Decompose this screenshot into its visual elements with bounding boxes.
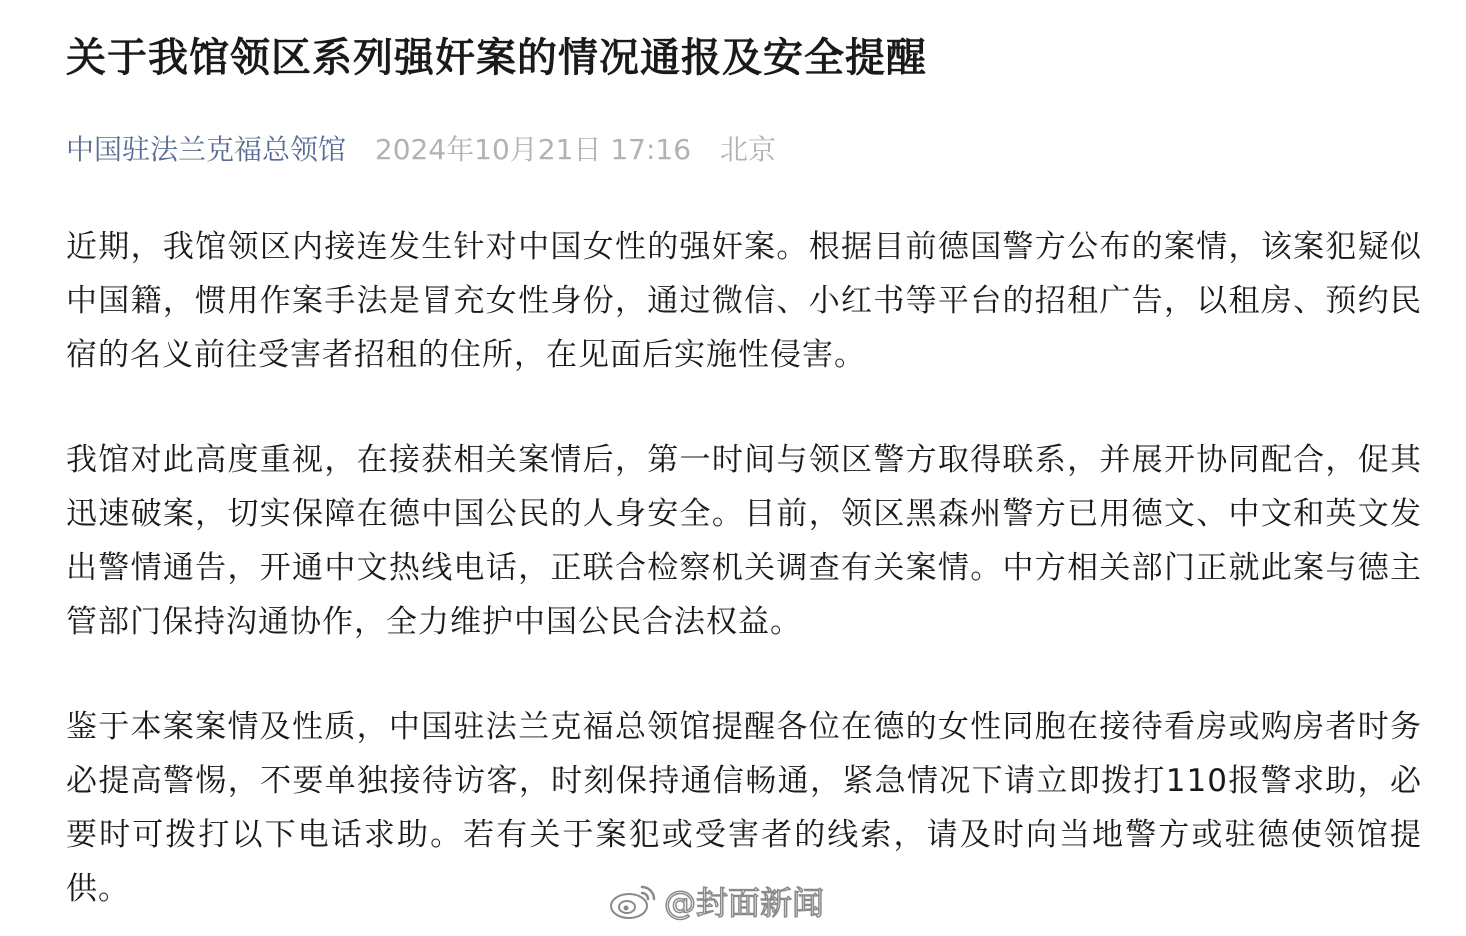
article-meta [66,130,1422,170]
paragraph: 我馆对此高度重视，在接获相关案情后，第一时间与领区警方取得联系，并展开协同配合，促其迅速破案，切实保障在德中国公民的人身安全。目前，领区黑森州警方已用德文、中文和英文发出警情通告，开通中文热线电话，正联合检察机关调查有关案情。中方相关部门正就此案与德主管部门保持沟通协作，全力维护中国公民合法权益。 [66,442,1422,640]
article-title: 关于我馆领区系列强奸案的情况通报及安全提醒 [66,35,927,81]
publish-date: 2024年10月21日 17:16 [374,133,692,166]
watermark-text: @封面新闻 [664,884,825,922]
account-name-link[interactable]: 中国驻法兰克福总领馆 [66,133,347,166]
article-content [66,220,1422,916]
publish-location: 北京 [719,133,776,166]
paragraph: 近期，我馆领区内接连发生针对中国女性的强奸案。根据目前德国警方公布的案情，该案犯疑似中国籍，惯用作案手法是冒充女性身份，通过微信、小红书等平台的招租广告，以租房、预约民宿的名义前往受害者招租的住所，在见面后实施性侵害。 [66,229,1422,373]
weibo-icon [608,881,658,921]
article [66,28,1422,916]
watermark [608,878,824,924]
paragraph: 鉴于本案案情及性质，中国驻法兰克福总领馆提醒各位在德的女性同胞在接待看房或购房者时务必提高警惕，不要单独接待访客，时刻保持通信畅通，紧急情况下请立即拨打110报警求助，必要时可拨打以下电话求助。若有关于案犯或受害者的线索，请及时向当地警方或驻德使领馆提供。 [66,709,1422,907]
